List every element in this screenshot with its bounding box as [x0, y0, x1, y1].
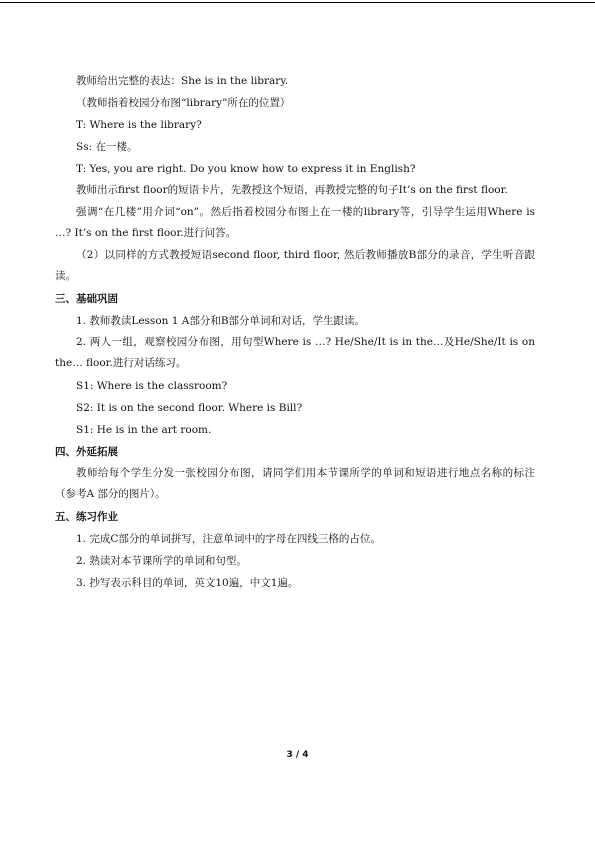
paragraph: 1. 教师教读Lesson 1 A部分和B部分单词和对话，学生跟读。: [76, 314, 366, 327]
paragraph: （教师指着校园分布图“library”所在的位置）: [76, 97, 291, 109]
paragraph: 1. 完成C部分的单词拼写，注意单词中的字母在四线三格的占位。: [76, 532, 381, 545]
paragraph: 2. 两人一组，观察校园分布图，用句型Where is …? He/She/It is in the…及He/She/It is on the… floor.进行对话练习。: [55, 335, 535, 369]
paragraph: S1: Where is the classroom?: [76, 379, 228, 392]
section-heading: 四、外延拓展: [55, 445, 118, 458]
paragraph: 教师出示first floor的短语卡片，先教授这个短语，再教授完整的句子It’s on the first floor.: [76, 184, 508, 196]
section-heading: 五、练习作业: [55, 510, 118, 523]
paragraph: Ss: 在一楼。: [76, 141, 138, 153]
paragraph: 3. 抄写表示科目的单词，英文10遍，中文1遍。: [76, 576, 299, 589]
paragraph: T: Yes, you are right. Do you know how to express it in English?: [76, 163, 416, 175]
top-border-line: [0, 2, 595, 3]
paragraph: T: Where is the library?: [76, 119, 202, 131]
paragraph: 强调“在几楼”用介词“on”。然后指着校园分布图上在一楼的library等，引导学生运用Where is …? It’s on the first floor.进行问答。: [55, 205, 535, 239]
paragraph: 2. 熟读对本节课所学的单词和句型。: [76, 554, 247, 567]
section-heading: 三、基础巩固: [55, 292, 118, 305]
paragraph: （2）以同样的方式教授短语second floor, third floor, 然后教师播放B部分的录音，学生听音跟读。: [55, 248, 535, 282]
paragraph: 教师给每个学生分发一张校园分布图，请同学们用本节课所学的单词和短语进行地点名称的标注（参考A 部分的图片）。: [55, 466, 535, 500]
paragraph: S2: It is on the second floor. Where is Bill?: [76, 401, 303, 414]
document-body: [55, 70, 535, 594]
paragraph: S1: He is in the art room.: [76, 423, 212, 436]
paragraph: 教师给出完整的表达：She is in the library.: [76, 75, 289, 87]
page-number: 3 / 4: [286, 750, 309, 760]
